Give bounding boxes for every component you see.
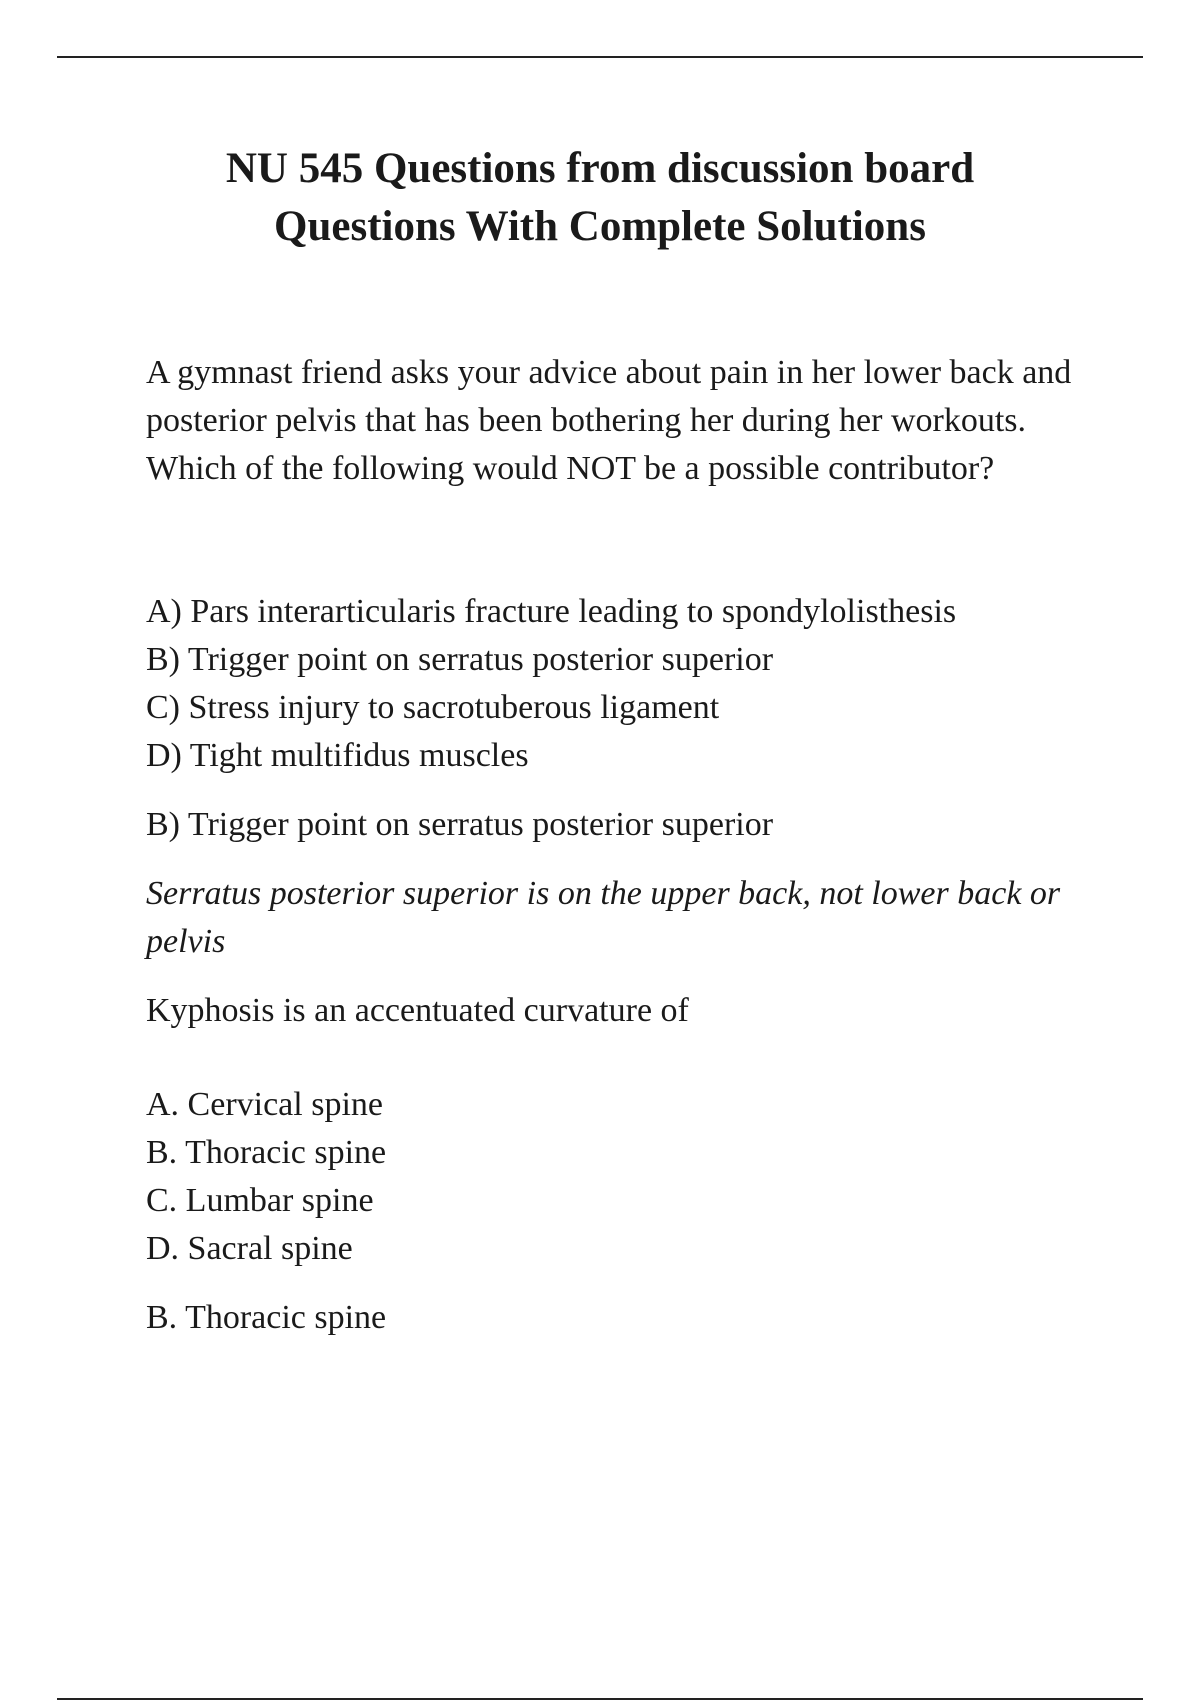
question-1-option-a: A) Pars interarticularis fracture leading to spondylolisthesis	[146, 593, 957, 630]
question-1-option-d: D) Tight multifidus muscles	[146, 737, 529, 774]
question-1-option-c: C) Stress injury to sacrotuberous ligament	[146, 689, 720, 726]
question-2-option-b: B. Thoracic spine	[146, 1134, 387, 1171]
question-1-answer: B) Trigger point on serratus posterior superior	[146, 806, 774, 843]
question-2-option-c: C. Lumbar spine	[146, 1182, 374, 1219]
question-2-text: Kyphosis is an accentuated curvature of	[146, 992, 689, 1029]
question-1-option-b: B) Trigger point on serratus posterior superior	[146, 641, 774, 678]
title-line-2: Questions With Complete Solutions	[274, 203, 926, 250]
question-2-answer: B. Thoracic spine	[146, 1299, 387, 1336]
question-2-options	[146, 1081, 1106, 1273]
question-1-text: A gymnast friend asks your advice about pain in her lower back and posterior pelvis that has been bothering her during her workouts. Which of the following would NOT be a possible contributor?	[146, 354, 1072, 487]
question-2-option-d: D. Sacral spine	[146, 1230, 353, 1267]
title-line-1: NU 545 Questions from discussion board	[225, 145, 975, 192]
document-title	[100, 140, 1100, 256]
top-divider	[57, 56, 1143, 58]
question-1-options	[146, 588, 1106, 780]
question-1-explanation: Serratus posterior superior is on the upper back, not lower back or pelvis	[146, 875, 1061, 960]
question-2-option-a: A. Cervical spine	[146, 1086, 383, 1123]
